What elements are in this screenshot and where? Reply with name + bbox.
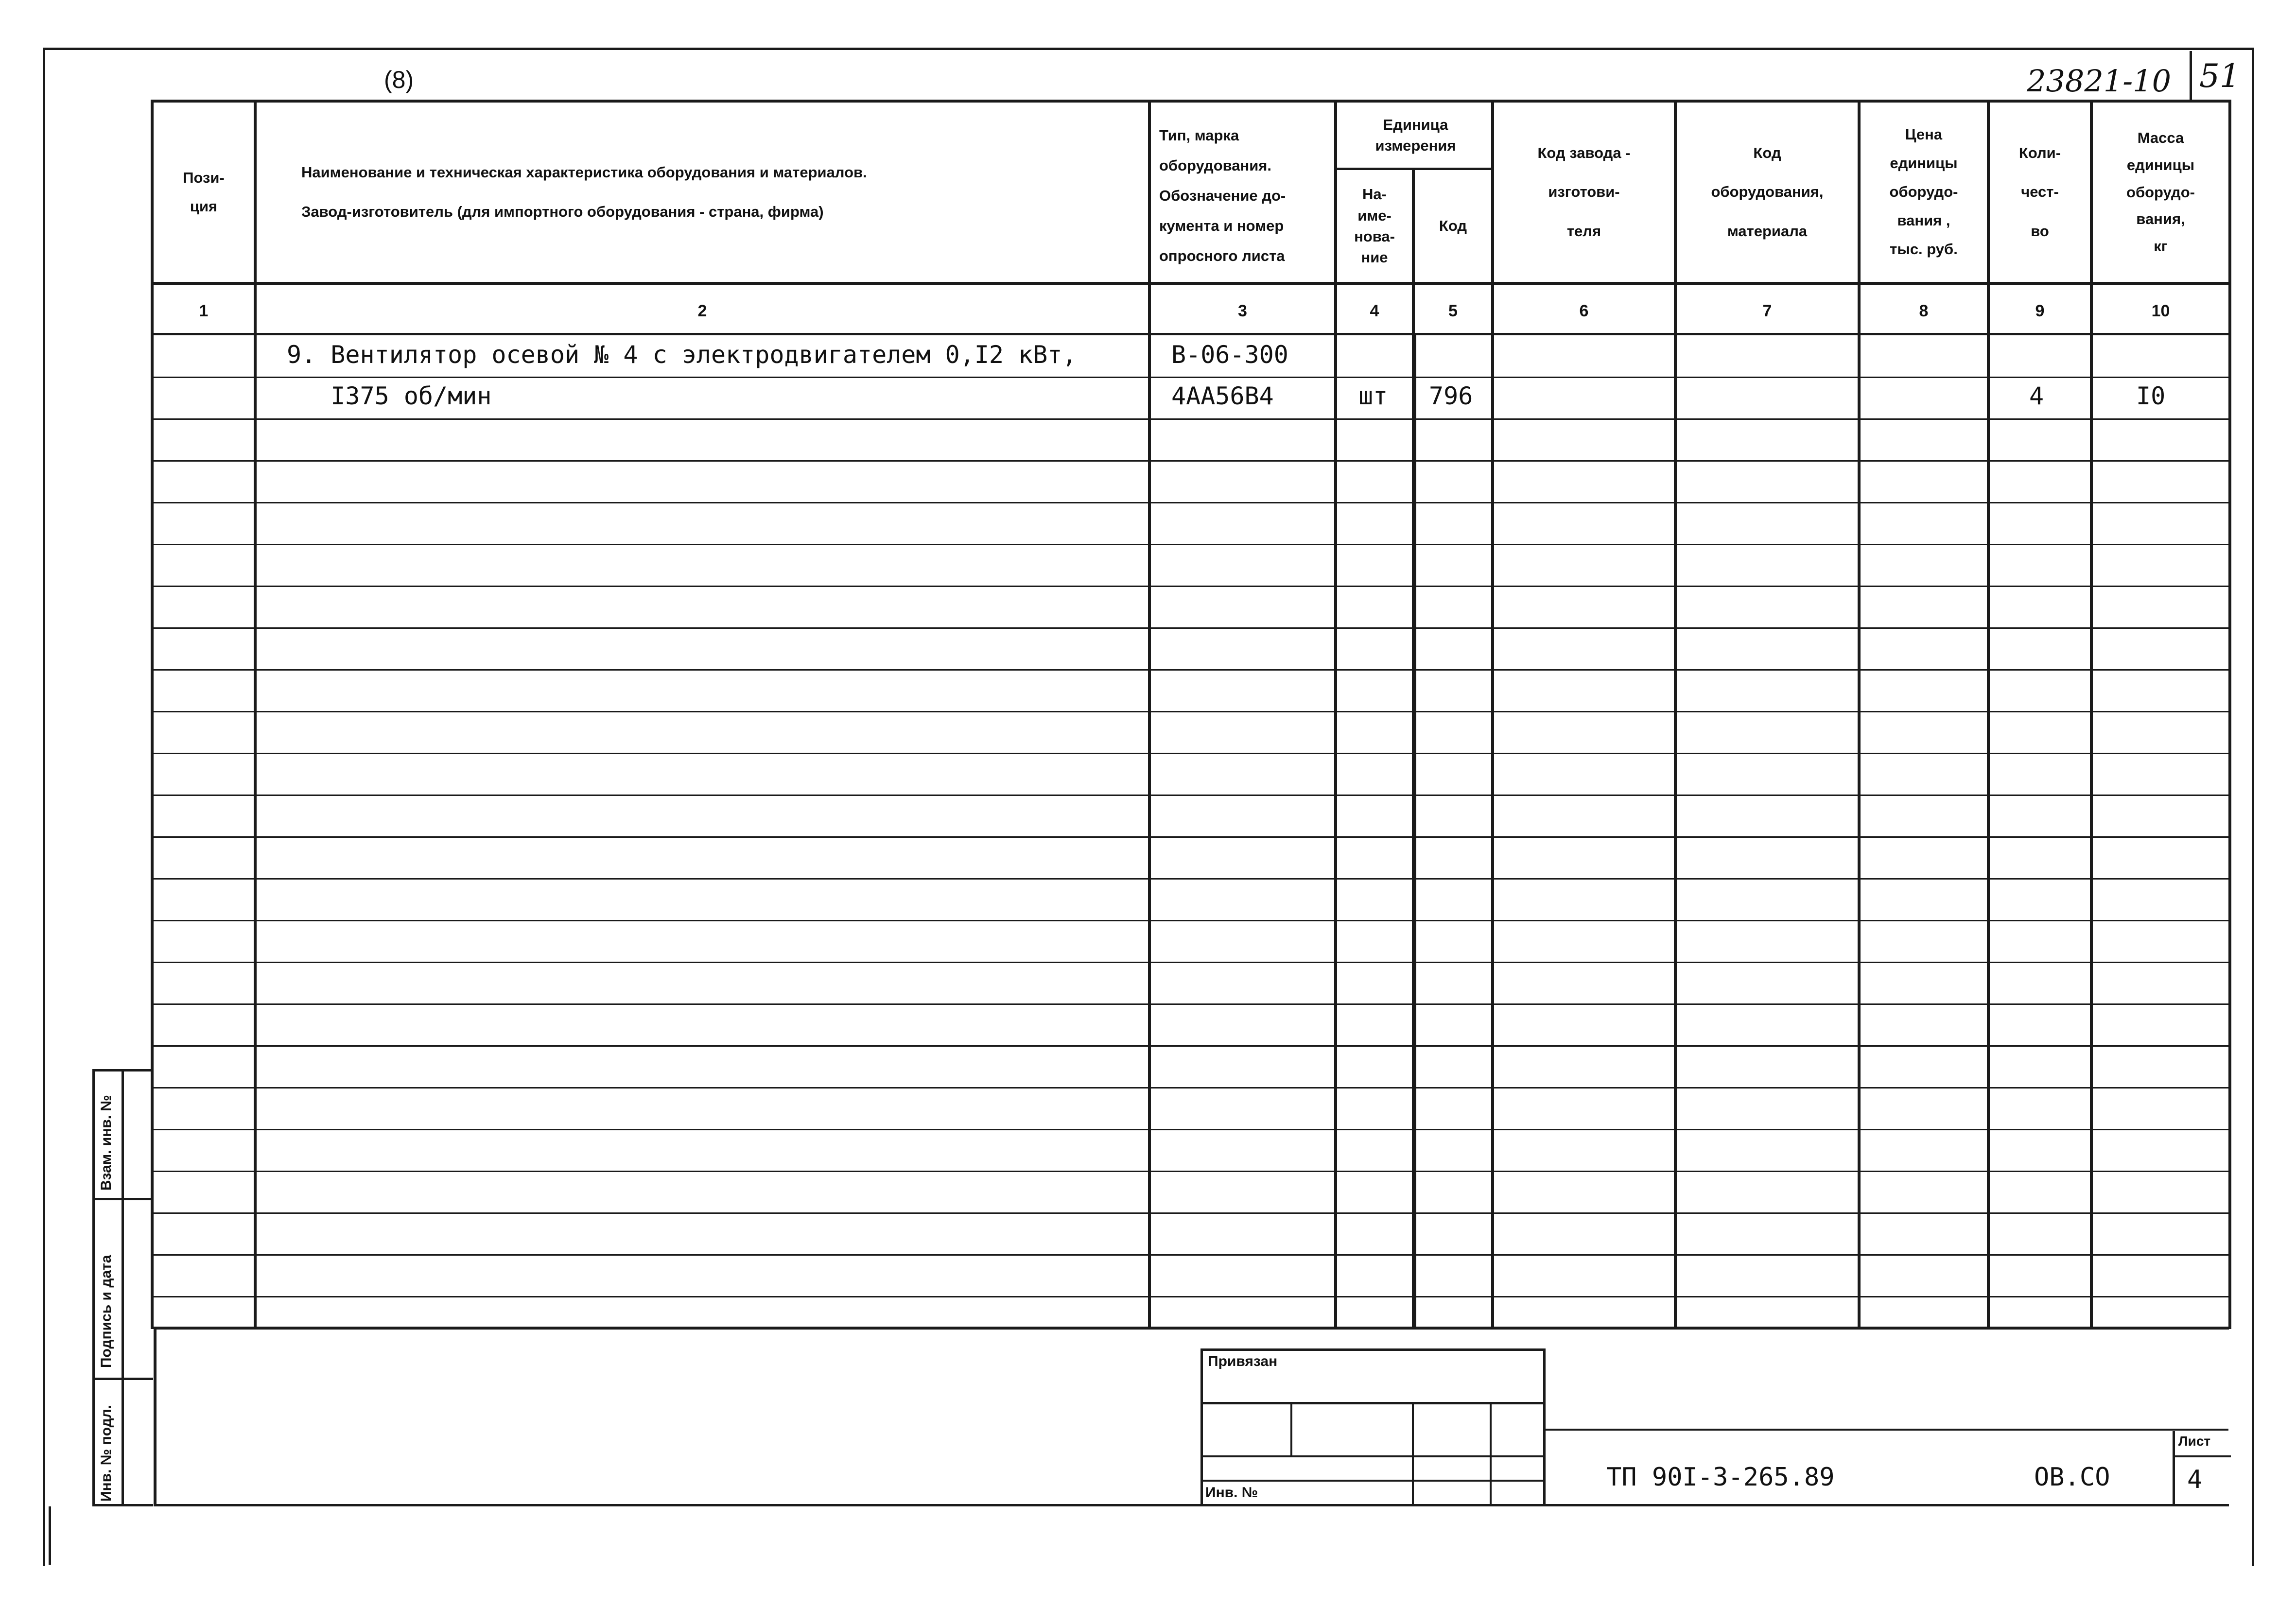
inv-number-label: Инв. №: [1205, 1485, 1258, 1501]
row2-code: 796: [1429, 382, 1473, 410]
colnum-2: 2: [697, 302, 707, 320]
table-rule-line: [154, 836, 2229, 838]
header-name: Наименование и техническая характеристика оборудования и материалов. Завод-изготовитель (для импортного оборудования - страна, фирма): [301, 163, 867, 220]
table-rule-line: [154, 1045, 2229, 1047]
archive-number: 23821-10: [2027, 63, 2172, 99]
header-quantity: Коли- чест- во: [2018, 144, 2061, 240]
table-rule-line: [154, 1087, 2229, 1089]
header-unit-code: Код: [1439, 217, 1467, 234]
table-rule-line: [154, 1129, 2229, 1130]
header-price: Цена единицы оборудо- вания , тыс. руб.: [1889, 126, 1958, 258]
colnum-9: 9: [2035, 302, 2045, 320]
header-type: Тип, марка оборудования. Обозначение до- кумента и номер опросного листа: [1159, 126, 1286, 264]
side-label-original-inv: Инв. № подл.: [98, 1404, 114, 1502]
header-equipment-code: Код оборудования, материала: [1711, 144, 1824, 240]
table-rule-line: [154, 1171, 2229, 1172]
header-unit-name: На- име- нова- ние: [1354, 186, 1395, 266]
row2-qty: 4: [2029, 382, 2044, 410]
table-rule-line: [154, 586, 2229, 587]
colnum-7: 7: [1762, 302, 1772, 320]
table-rule-line: [154, 418, 2229, 420]
colnum-4: 4: [1370, 302, 1379, 320]
table-rule-line: [154, 711, 2229, 712]
colnum-8: 8: [1919, 302, 1929, 320]
row2-name: I375 об/мин: [287, 382, 492, 410]
header-factory-code: Код завода - изготови- теля: [1537, 144, 1631, 240]
colnum-1: 1: [199, 302, 209, 320]
row2-type: 4АА56В4: [1171, 382, 1274, 410]
table-rule-line: [154, 1254, 2229, 1256]
table-rule-line: [154, 753, 2229, 754]
table-rule-line: [154, 627, 2229, 629]
sheet-label: Лист: [2178, 1434, 2211, 1449]
table-rule-line: [154, 1003, 2229, 1005]
header-position: Пози- ция: [183, 169, 225, 215]
row2-unit: шт: [1358, 382, 1388, 410]
section-code: ОВ.СО: [2034, 1463, 2110, 1492]
header-unit-group: Единица измерения: [1375, 116, 1456, 154]
table-rule-line: [154, 544, 2229, 545]
table-rule-line: [154, 962, 2229, 963]
document-code: ТП 90I-3-265.89: [1606, 1463, 1835, 1492]
table-rule-line: [154, 920, 2229, 921]
table-rule-line: [154, 1296, 2229, 1297]
row1-name: 9. Вентилятор осевой № 4 с электродвигателем 0,I2 кВт,: [287, 341, 1077, 369]
colnum-6: 6: [1579, 302, 1589, 320]
page-number: 51: [2199, 57, 2240, 95]
table-rule-line: [154, 1212, 2229, 1214]
table-rule-line: [154, 502, 2229, 503]
row2-mass: I0: [2136, 382, 2166, 410]
table-rule-line: [154, 460, 2229, 462]
sheet-number: 4: [2187, 1465, 2203, 1494]
table-rule-line: [154, 795, 2229, 796]
tied-to-label: Привязан: [1208, 1353, 1278, 1369]
table-rule-line: [154, 878, 2229, 880]
row1-type: В-06-300: [1171, 341, 1288, 369]
sheet-marker: (8): [384, 66, 414, 93]
colnum-5: 5: [1448, 302, 1458, 320]
header-mass: Масса единицы оборудо- вания, кг: [2126, 129, 2195, 255]
table-rule-line: [154, 669, 2229, 671]
side-label-signature-date: Подпись и дата: [98, 1255, 114, 1368]
side-label-replace-inv: Взам. инв. №: [98, 1095, 114, 1191]
colnum-3: 3: [1238, 302, 1247, 320]
colnum-10: 10: [2151, 302, 2170, 320]
